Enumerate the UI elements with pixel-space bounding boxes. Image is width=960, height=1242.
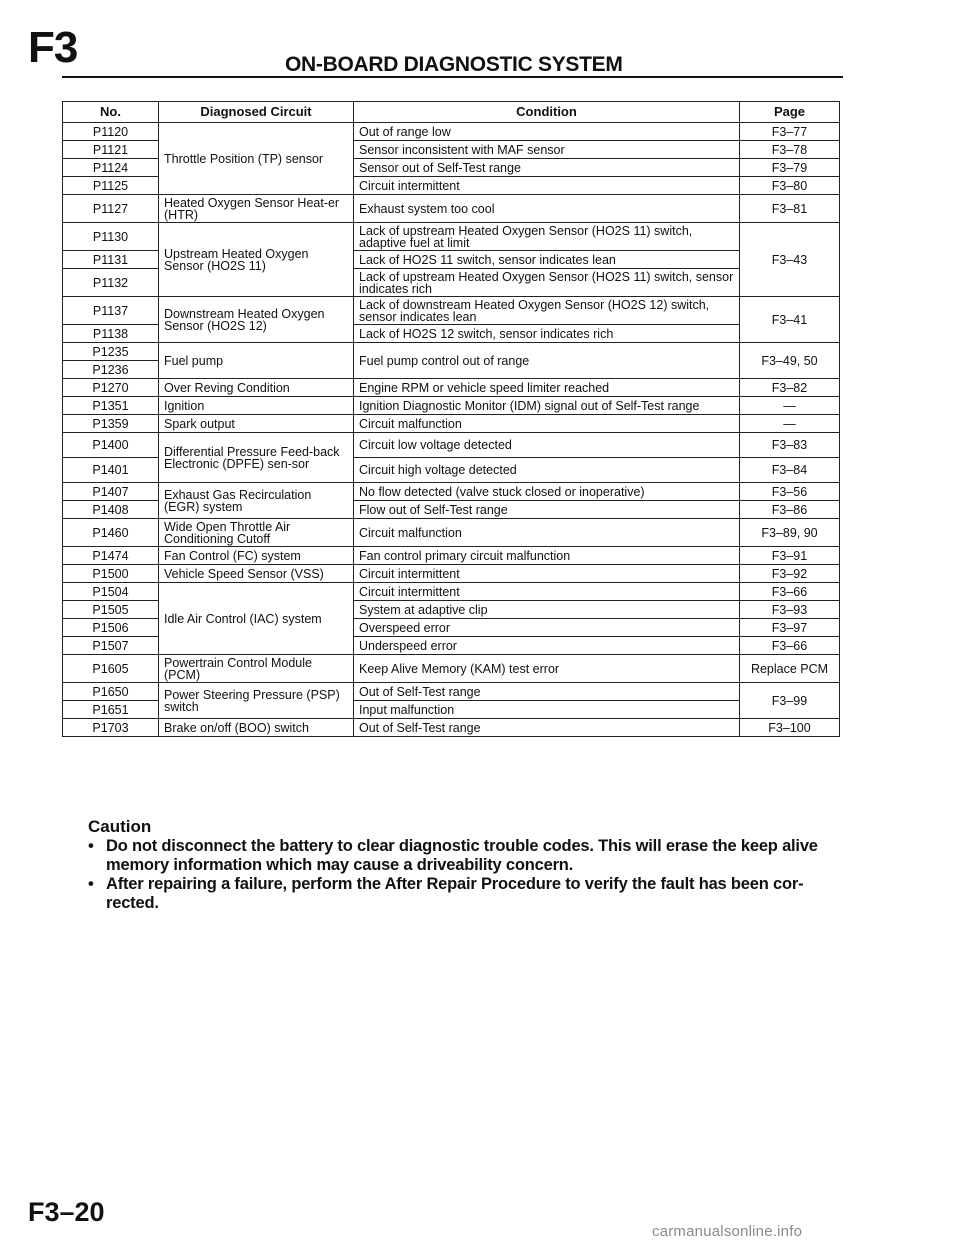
page-reference-cell: F3–100: [740, 719, 840, 737]
page-reference-cell: F3–80: [740, 177, 840, 195]
dtc-code-cell: P1474: [63, 547, 159, 565]
caution-list: [88, 837, 848, 913]
diagnosed-circuit-cell: Throttle Position (TP) sensor: [159, 123, 354, 195]
condition-cell: Ignition Diagnostic Monitor (IDM) signal out of Self-Test range: [354, 397, 740, 415]
page-reference-cell: F3–83: [740, 433, 840, 458]
condition-cell: Fan control primary circuit malfunction: [354, 547, 740, 565]
bullet-icon: •: [88, 875, 94, 893]
condition-cell: Sensor out of Self-Test range: [354, 159, 740, 177]
table-row: [63, 195, 840, 223]
table-header-row: [63, 102, 840, 123]
page-reference-cell: —: [740, 397, 840, 415]
dtc-code-cell: P1130: [63, 223, 159, 251]
table-row: [63, 415, 840, 433]
condition-cell: Circuit intermittent: [354, 177, 740, 195]
dtc-code-cell: P1460: [63, 519, 159, 547]
diagnosed-circuit-cell: Power Steering Pressure (PSP) switch: [159, 683, 354, 719]
condition-cell: Flow out of Self-Test range: [354, 501, 740, 519]
page-reference-cell: —: [740, 415, 840, 433]
dtc-code-cell: P1138: [63, 325, 159, 343]
dtc-code-cell: P1500: [63, 565, 159, 583]
condition-cell: Lack of HO2S 12 switch, sensor indicates rich: [354, 325, 740, 343]
dtc-code-cell: P1407: [63, 483, 159, 501]
condition-cell: Circuit intermittent: [354, 583, 740, 601]
page-reference-cell: F3–84: [740, 458, 840, 483]
table-row: [63, 683, 840, 701]
dtc-code-cell: P1125: [63, 177, 159, 195]
page-reference-cell: F3–99: [740, 683, 840, 719]
dtc-code-cell: P1132: [63, 269, 159, 297]
condition-cell: Underspeed error: [354, 637, 740, 655]
page-reference-cell: F3–97: [740, 619, 840, 637]
table-row: [63, 547, 840, 565]
dtc-code-cell: P1120: [63, 123, 159, 141]
caution-title: Caution: [88, 817, 152, 836]
caution-text: Do not disconnect the battery to clear diagnostic trouble codes. This will erase the keep alive memory information which may cause a driveability concern.: [106, 837, 818, 874]
condition-cell: Lack of upstream Heated Oxygen Sensor (HO2S 11) switch, sensor indicates rich: [354, 269, 740, 297]
table-row: [63, 343, 840, 361]
condition-cell: Keep Alive Memory (KAM) test error: [354, 655, 740, 683]
dtc-code-cell: P1121: [63, 141, 159, 159]
diagnosed-circuit-cell: Fan Control (FC) system: [159, 547, 354, 565]
page-reference-cell: F3–78: [740, 141, 840, 159]
condition-cell: Circuit high voltage detected: [354, 458, 740, 483]
table-row: [63, 719, 840, 737]
condition-cell: Circuit malfunction: [354, 415, 740, 433]
dtc-code-cell: P1703: [63, 719, 159, 737]
column-header-no: No.: [63, 102, 159, 123]
page-reference-cell: F3–77: [740, 123, 840, 141]
dtc-code-cell: P1408: [63, 501, 159, 519]
caution-item: [88, 837, 848, 875]
diagnosed-circuit-cell: Wide Open Throttle Air Conditioning Cutoff: [159, 519, 354, 547]
dtc-code-cell: P1270: [63, 379, 159, 397]
bullet-icon: •: [88, 837, 94, 855]
page-reference-cell: F3–66: [740, 583, 840, 601]
condition-cell: No flow detected (valve stuck closed or inoperative): [354, 483, 740, 501]
diagnosed-circuit-cell: Downstream Heated Oxygen Sensor (HO2S 12): [159, 297, 354, 343]
condition-cell: Engine RPM or vehicle speed limiter reached: [354, 379, 740, 397]
column-header-circuit: Diagnosed Circuit: [159, 102, 354, 123]
condition-cell: Out of Self-Test range: [354, 683, 740, 701]
condition-cell: System at adaptive clip: [354, 601, 740, 619]
condition-cell: Circuit malfunction: [354, 519, 740, 547]
table-row: [63, 565, 840, 583]
page-reference-cell: F3–79: [740, 159, 840, 177]
page-reference-cell: F3–56: [740, 483, 840, 501]
page-reference-cell: F3–93: [740, 601, 840, 619]
table-row: [63, 433, 840, 458]
page-reference-cell: Replace PCM: [740, 655, 840, 683]
condition-cell: Input malfunction: [354, 701, 740, 719]
condition-cell: Overspeed error: [354, 619, 740, 637]
condition-cell: Sensor inconsistent with MAF sensor: [354, 141, 740, 159]
diagnosed-circuit-cell: Ignition: [159, 397, 354, 415]
page-reference-cell: F3–92: [740, 565, 840, 583]
diagnosed-circuit-cell: Over Reving Condition: [159, 379, 354, 397]
table-row: [63, 397, 840, 415]
column-header-page: Page: [740, 102, 840, 123]
page-title: ON-BOARD DIAGNOSTIC SYSTEM: [285, 53, 623, 76]
condition-cell: Circuit low voltage detected: [354, 433, 740, 458]
dtc-code-cell: P1651: [63, 701, 159, 719]
condition-cell: Lack of HO2S 11 switch, sensor indicates lean: [354, 251, 740, 269]
condition-cell: Exhaust system too cool: [354, 195, 740, 223]
diagnosed-circuit-cell: Exhaust Gas Recirculation (EGR) system: [159, 483, 354, 519]
table-row: [63, 297, 840, 325]
dtc-code-cell: P1605: [63, 655, 159, 683]
condition-cell: Out of range low: [354, 123, 740, 141]
table-row: [63, 483, 840, 501]
caution-block: [88, 817, 848, 913]
diagnosed-circuit-cell: Fuel pump: [159, 343, 354, 379]
dtc-code-cell: P1137: [63, 297, 159, 325]
page-reference-cell: F3–43: [740, 223, 840, 297]
page-reference-cell: F3–86: [740, 501, 840, 519]
dtc-code-cell: P1131: [63, 251, 159, 269]
dtc-code-cell: P1351: [63, 397, 159, 415]
condition-cell: Lack of downstream Heated Oxygen Sensor (HO2S 12) switch, sensor indicates lean: [354, 297, 740, 325]
diagnosed-circuit-cell: Heated Oxygen Sensor Heat-er (HTR): [159, 195, 354, 223]
dtc-code-cell: P1505: [63, 601, 159, 619]
table-row: [63, 655, 840, 683]
diagnosed-circuit-cell: Idle Air Control (IAC) system: [159, 583, 354, 655]
caution-item: [88, 875, 848, 913]
dtc-code-cell: P1650: [63, 683, 159, 701]
page-reference-cell: F3–41: [740, 297, 840, 343]
dtc-code-cell: P1236: [63, 361, 159, 379]
dtc-code-cell: P1235: [63, 343, 159, 361]
diagnosed-circuit-cell: Vehicle Speed Sensor (VSS): [159, 565, 354, 583]
dtc-code-cell: P1400: [63, 433, 159, 458]
page-reference-cell: F3–66: [740, 637, 840, 655]
page-reference-cell: F3–49, 50: [740, 343, 840, 379]
condition-cell: Circuit intermittent: [354, 565, 740, 583]
column-header-condition: Condition: [354, 102, 740, 123]
caution-text: After repairing a failure, perform the After Repair Procedure to verify the fault has been cor-rected.: [106, 875, 804, 912]
condition-cell: Lack of upstream Heated Oxygen Sensor (HO2S 11) switch, adaptive fuel at limit: [354, 223, 740, 251]
dtc-code-cell: P1124: [63, 159, 159, 177]
dtc-code-cell: P1504: [63, 583, 159, 601]
condition-cell: Out of Self-Test range: [354, 719, 740, 737]
table-row: [63, 583, 840, 601]
page-reference-cell: F3–89, 90: [740, 519, 840, 547]
diagnosed-circuit-cell: Spark output: [159, 415, 354, 433]
page-reference-cell: F3–81: [740, 195, 840, 223]
dtc-code-cell: P1127: [63, 195, 159, 223]
dtc-code-cell: P1401: [63, 458, 159, 483]
diagnostic-codes-table: [62, 101, 840, 737]
watermark: carmanualsonline.info: [652, 1223, 803, 1240]
dtc-code-cell: P1507: [63, 637, 159, 655]
diagnosed-circuit-cell: Upstream Heated Oxygen Sensor (HO2S 11): [159, 223, 354, 297]
diagnosed-circuit-cell: Differential Pressure Feed-back Electronic (DPFE) sen-sor: [159, 433, 354, 483]
condition-cell: Fuel pump control out of range: [354, 343, 740, 379]
dtc-code-cell: P1506: [63, 619, 159, 637]
section-code: F3: [28, 23, 78, 72]
table-row: [63, 379, 840, 397]
dtc-code-cell: P1359: [63, 415, 159, 433]
diagnosed-circuit-cell: Powertrain Control Module (PCM): [159, 655, 354, 683]
table-row: [63, 123, 840, 141]
page-reference-cell: F3–82: [740, 379, 840, 397]
table-row: [63, 223, 840, 251]
diagnosed-circuit-cell: Brake on/off (BOO) switch: [159, 719, 354, 737]
page-number: F3–20: [28, 1197, 105, 1227]
table-body: [63, 123, 840, 737]
table-row: [63, 519, 840, 547]
header-rule: [62, 76, 843, 78]
page-header: [28, 23, 843, 82]
page-reference-cell: F3–91: [740, 547, 840, 565]
